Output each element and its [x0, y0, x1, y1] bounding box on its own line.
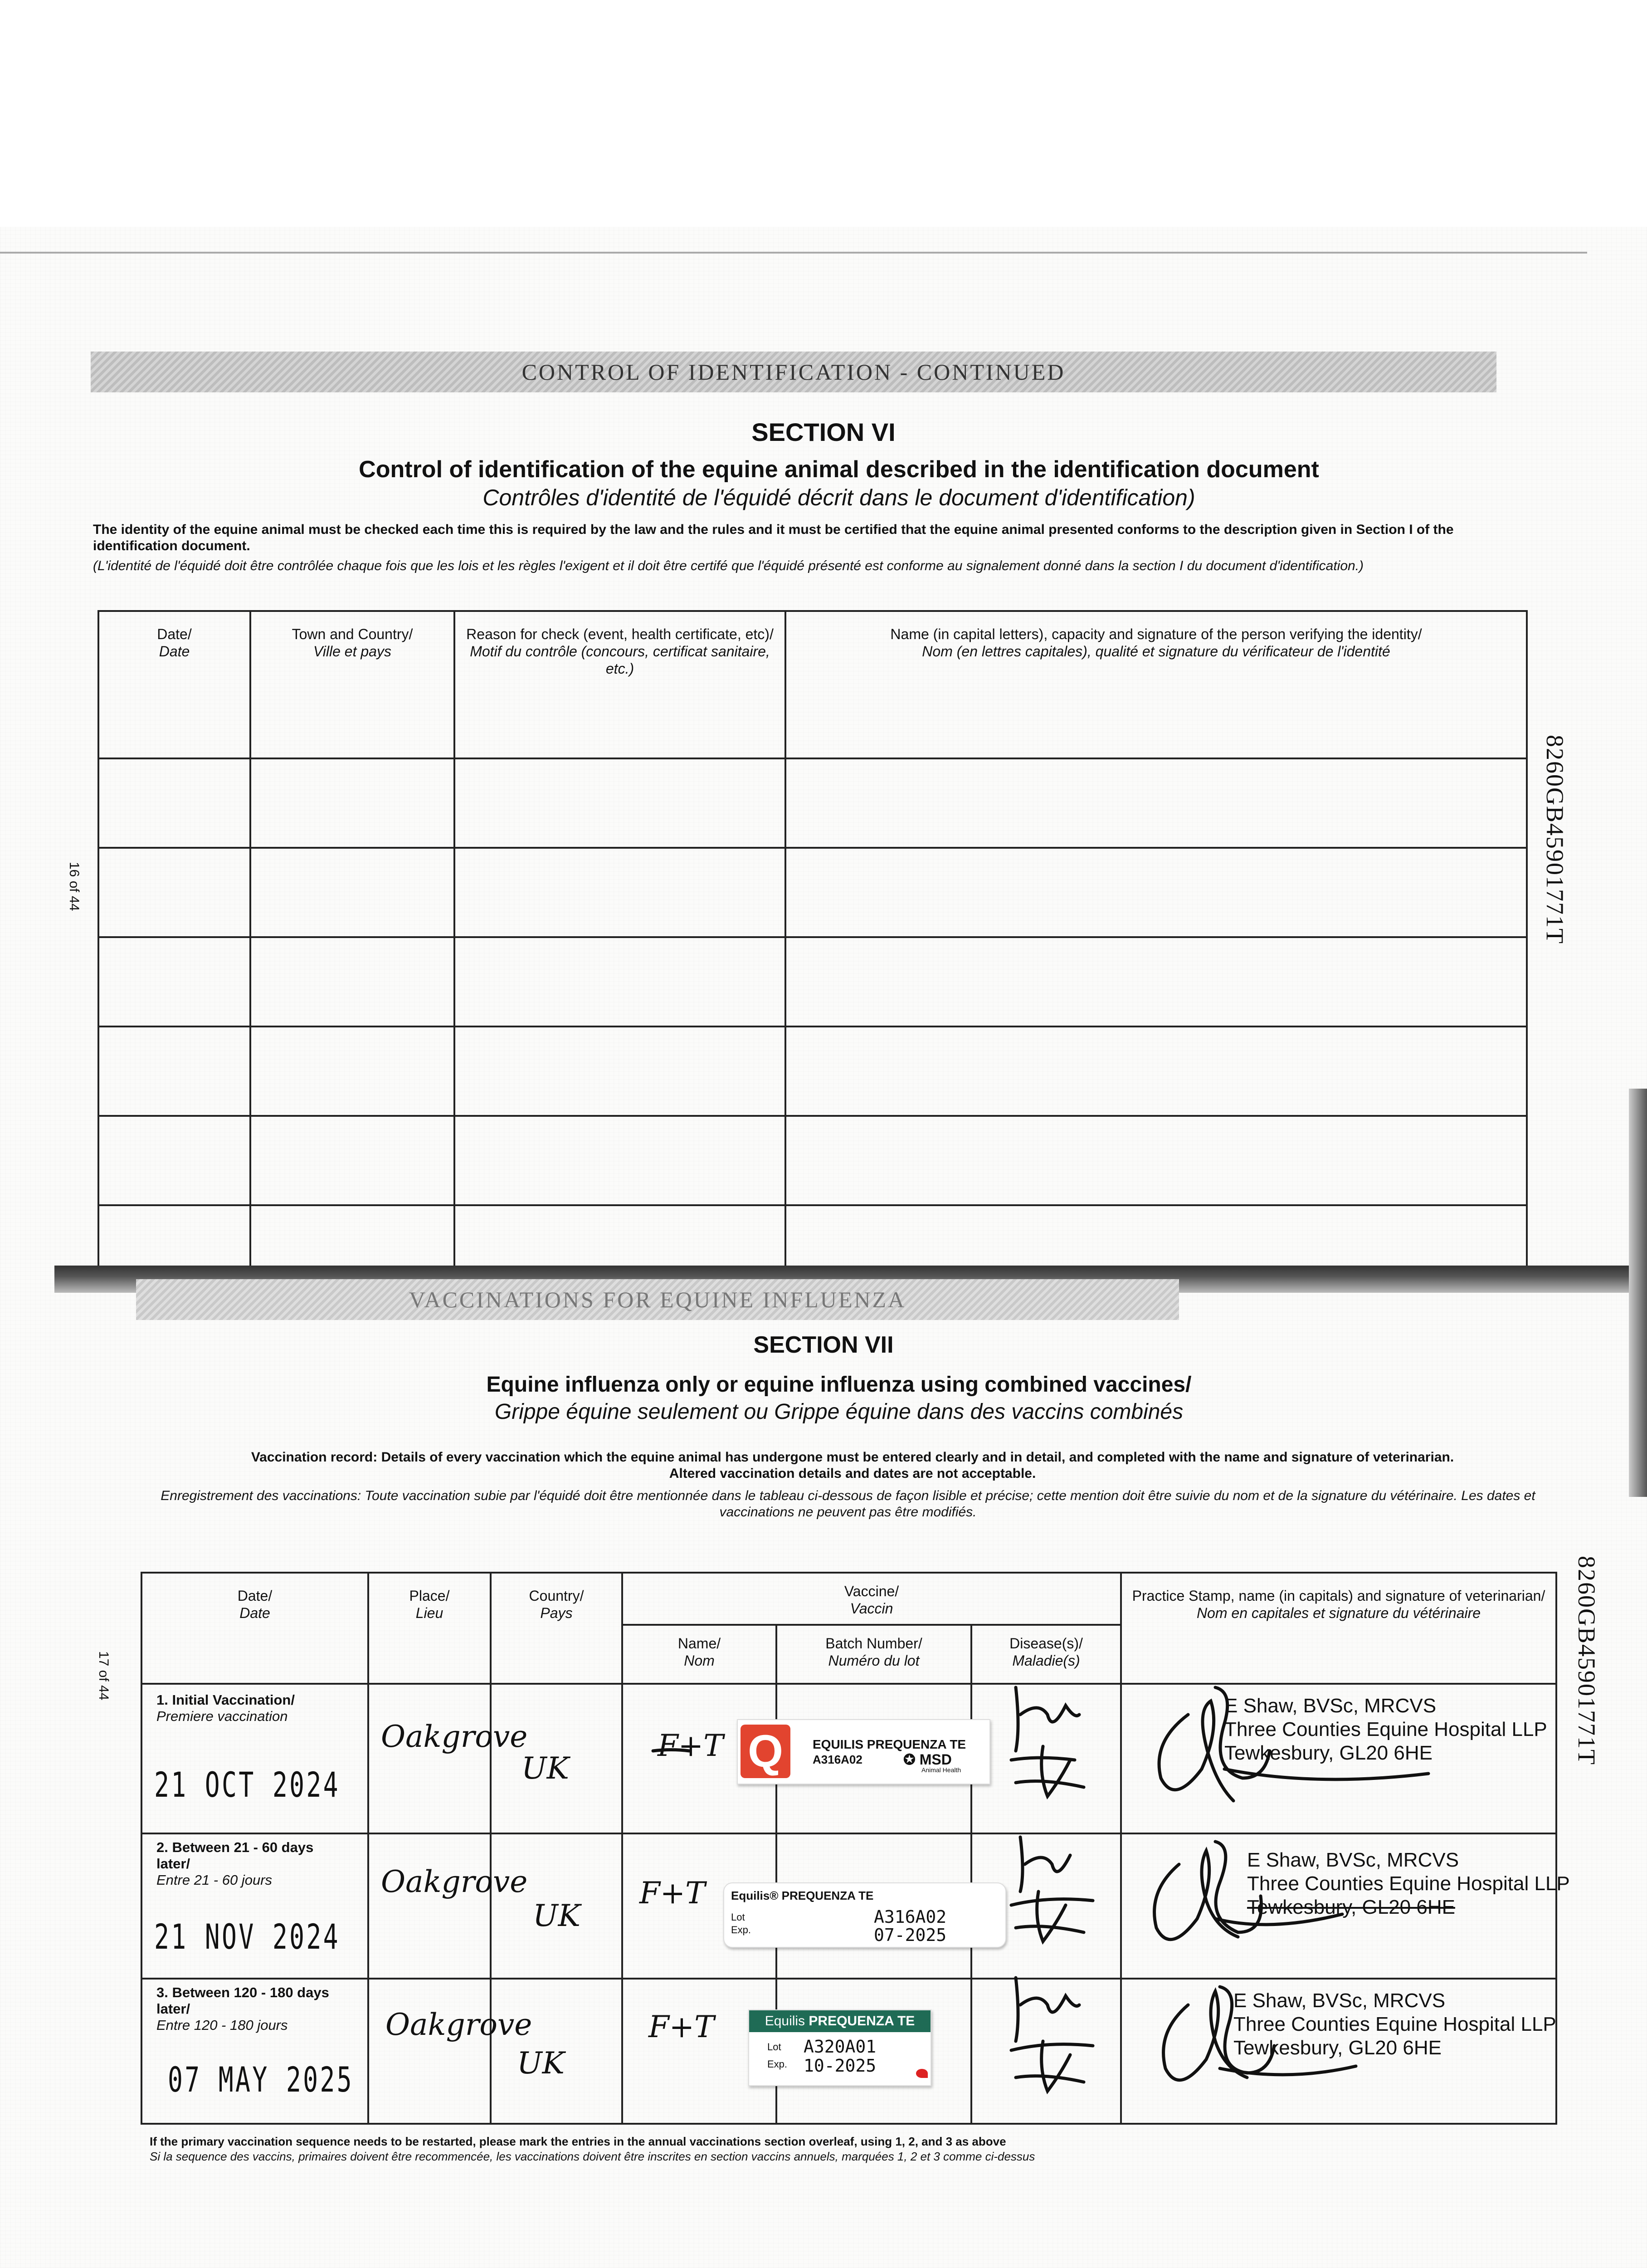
- row2-sticker-product: Equilis® PREQUENZA TE: [731, 1889, 874, 1902]
- vacc-place-header: Place/ Lieu: [368, 1573, 491, 1684]
- row2-batch-number: A316A02: [874, 1907, 947, 1927]
- row2-label: 2. Between 21 - 60 days later/ Entre 21 - 60 jours: [156, 1839, 314, 1888]
- row1-place: Oakgrove: [381, 1719, 528, 1754]
- footnote-en: If the primary vaccination sequence needs to be restarted, please mark the entries in the annual vaccinations section overleaf, using 1, 2, and 3 as above: [150, 2135, 1006, 2148]
- col-date-header: Date/ Date: [98, 611, 250, 758]
- page-number-17: 17 of 44: [96, 1651, 111, 1701]
- row3-lot-label: Lot: [767, 2041, 781, 2053]
- vacc-name-header: Name/ Nom: [622, 1625, 776, 1684]
- col-reason-header: Reason for check (event, health certificate, etc)/ Motif du contrôle (concours, certificat sanitaire, etc.): [454, 611, 785, 758]
- vacc-vaccine-header: Vaccine/ Vaccin: [622, 1573, 1121, 1625]
- row1-practice-stamp: E Shaw, BVSc, MRCVS Three Counties Equine Hospital LLP Tewkesbury, GL20 6HE: [1224, 1695, 1547, 1764]
- row2-country: UK: [533, 1898, 580, 1933]
- section7-intro-fr: Enregistrement des vaccinations: Toute vaccination subie par l'équidé doit être mentionnée dans le tableau ci-dessous de façon lisible et précise; cette mention doit être suivie du nom et de la signature du vétérinaire. Les dates et vaccinations ne peuvent pas être modifiés.: [161, 1488, 1535, 1520]
- row2-vet-signature: [1155, 1842, 1342, 1940]
- col-verifier-header: Name (in capital letters), capacity and signature of the person verifying the identity/ Nom (en lettres capitales), qualité et signature du vérificateur de l'identité: [785, 611, 1527, 758]
- row2-expiry: 07-2025: [874, 1925, 947, 1945]
- row3-date: 07 MAY 2025: [168, 2059, 354, 2100]
- section6-subtitle-en: Control of identification of the equine animal described in the identification document: [359, 456, 1319, 483]
- row1-date: 21 OCT 2024: [154, 1765, 340, 1805]
- row3-place: Oakgrove: [385, 2007, 532, 2042]
- row2-practice-stamp: E Shaw, BVSc, MRCVS Three Counties Equine Hospital LLP Tewkesbury, GL20 6HE: [1247, 1849, 1570, 1918]
- row1-disease-mark: [1011, 1687, 1084, 1796]
- col-town-header: Town and Country/ Ville et pays: [250, 611, 454, 758]
- row2-exp-label: Exp.: [731, 1924, 751, 1936]
- row3-exp-label: Exp.: [767, 2058, 788, 2070]
- section6-banner: CONTROL OF IDENTIFICATION - CONTINUED: [91, 352, 1496, 392]
- vacc-country-header: Country/ Pays: [491, 1573, 622, 1684]
- footnote-fr: Si la sequence des vaccins, primaires doivent être recommencée, les vaccinations doivent être inscrites en section vaccins annuels, marquées 1, 2 et 3 comme ci-dessus: [150, 2150, 1035, 2163]
- msd-logo-sub: Animal Health: [921, 1766, 961, 1774]
- row2-disease-mark: [1011, 1837, 1093, 1941]
- row1-sticker-product: EQUILIS PREQUENZA TE: [813, 1737, 966, 1751]
- row3-practice-stamp: E Shaw, BVSc, MRCVS Three Counties Equine Hospital LLP Tewkesbury, GL20 6HE: [1233, 1989, 1556, 2059]
- row1-batch-number: A316A02: [813, 1753, 862, 1766]
- section7-title: SECTION VII: [753, 1332, 894, 1358]
- row3-expiry: 10-2025: [804, 2056, 877, 2076]
- vacc-disease-header: Disease(s)/ Maladie(s): [971, 1625, 1121, 1684]
- section6-intro-fr: (L'identité de l'équidé doit être contrôlée chaque fois que les lois et les règles l'exigent et il doit être certifé que l'équidé présenté est conforme au signalement donné dans la section I du document d'identification.): [93, 558, 1364, 573]
- row2-vaccine-name: F+T: [639, 1876, 706, 1911]
- vacc-date-header: Date/ Date: [141, 1573, 368, 1684]
- document-number-side-2: 8260GB45901771T: [1573, 1556, 1600, 1765]
- row3-sticker-header: Equilis PREQUENZA TE: [749, 2010, 931, 2032]
- row3-country: UK: [517, 2046, 565, 2081]
- row3-vaccine-name: F+T: [648, 2009, 715, 2044]
- row1-vaccine-name: F+T: [658, 1728, 724, 1763]
- vacc-batch-header: Batch Number/ Numéro du lot: [776, 1625, 971, 1684]
- page-number-16: 16 of 44: [67, 862, 82, 911]
- row2-date: 21 NOV 2024: [154, 1916, 340, 1957]
- row3-disease-mark: [1011, 1978, 1093, 2091]
- row2-lot-label: Lot: [731, 1911, 745, 1923]
- row1-country: UK: [521, 1751, 569, 1786]
- msd-logo: ✪ MSD: [903, 1751, 952, 1768]
- row3-label: 3. Between 120 - 180 days later/ Entre 120 - 180 jours: [156, 1984, 329, 2033]
- document-number-side: 8260GB45901771T: [1541, 735, 1569, 944]
- section7-subtitle-en: Equine influenza only or equine influenza using combined vaccines/: [486, 1373, 1192, 1397]
- row3-batch-number: A320A01: [804, 2037, 877, 2057]
- row1-vet-signature: [1159, 1687, 1428, 1801]
- section6-intro-en: The identity of the equine animal must be checked each time this is required by the law and the rules and it must be certified that the equine animal presented conforms to the description given in Section I of the identification document.: [93, 522, 1454, 553]
- row3-vet-signature: [1164, 1987, 1356, 2080]
- section7-banner: VACCINATIONS FOR EQUINE INFLUENZA: [136, 1279, 1179, 1320]
- section7-subtitle-fr: Grippe équine seulement ou Grippe équine dans des vaccins combinés: [494, 1400, 1184, 1424]
- row1-name-underline: [653, 1750, 689, 1751]
- vacc-practice-header: Practice Stamp, name (in capitals) and signature of veterinarian/ Nom en capitales et signature du vétérinaire: [1121, 1573, 1556, 1684]
- section6-subtitle-fr: Contrôles d'identité de l'équidé décrit dans le document d'identification): [482, 485, 1195, 510]
- q-logo-icon: Q: [741, 1725, 790, 1778]
- section6-title: SECTION VI: [751, 418, 896, 446]
- row2-place: Oakgrove: [381, 1864, 528, 1899]
- section7-intro-en: Vaccination record: Details of every vaccination which the equine animal has undergone must be entered clearly and in detail, and completed with the name and signature of veterinarian. Altered vaccination details and dates are not acceptable.: [251, 1450, 1454, 1481]
- row1-label: 1. Initial Vaccination/ Premiere vaccination: [156, 1692, 295, 1724]
